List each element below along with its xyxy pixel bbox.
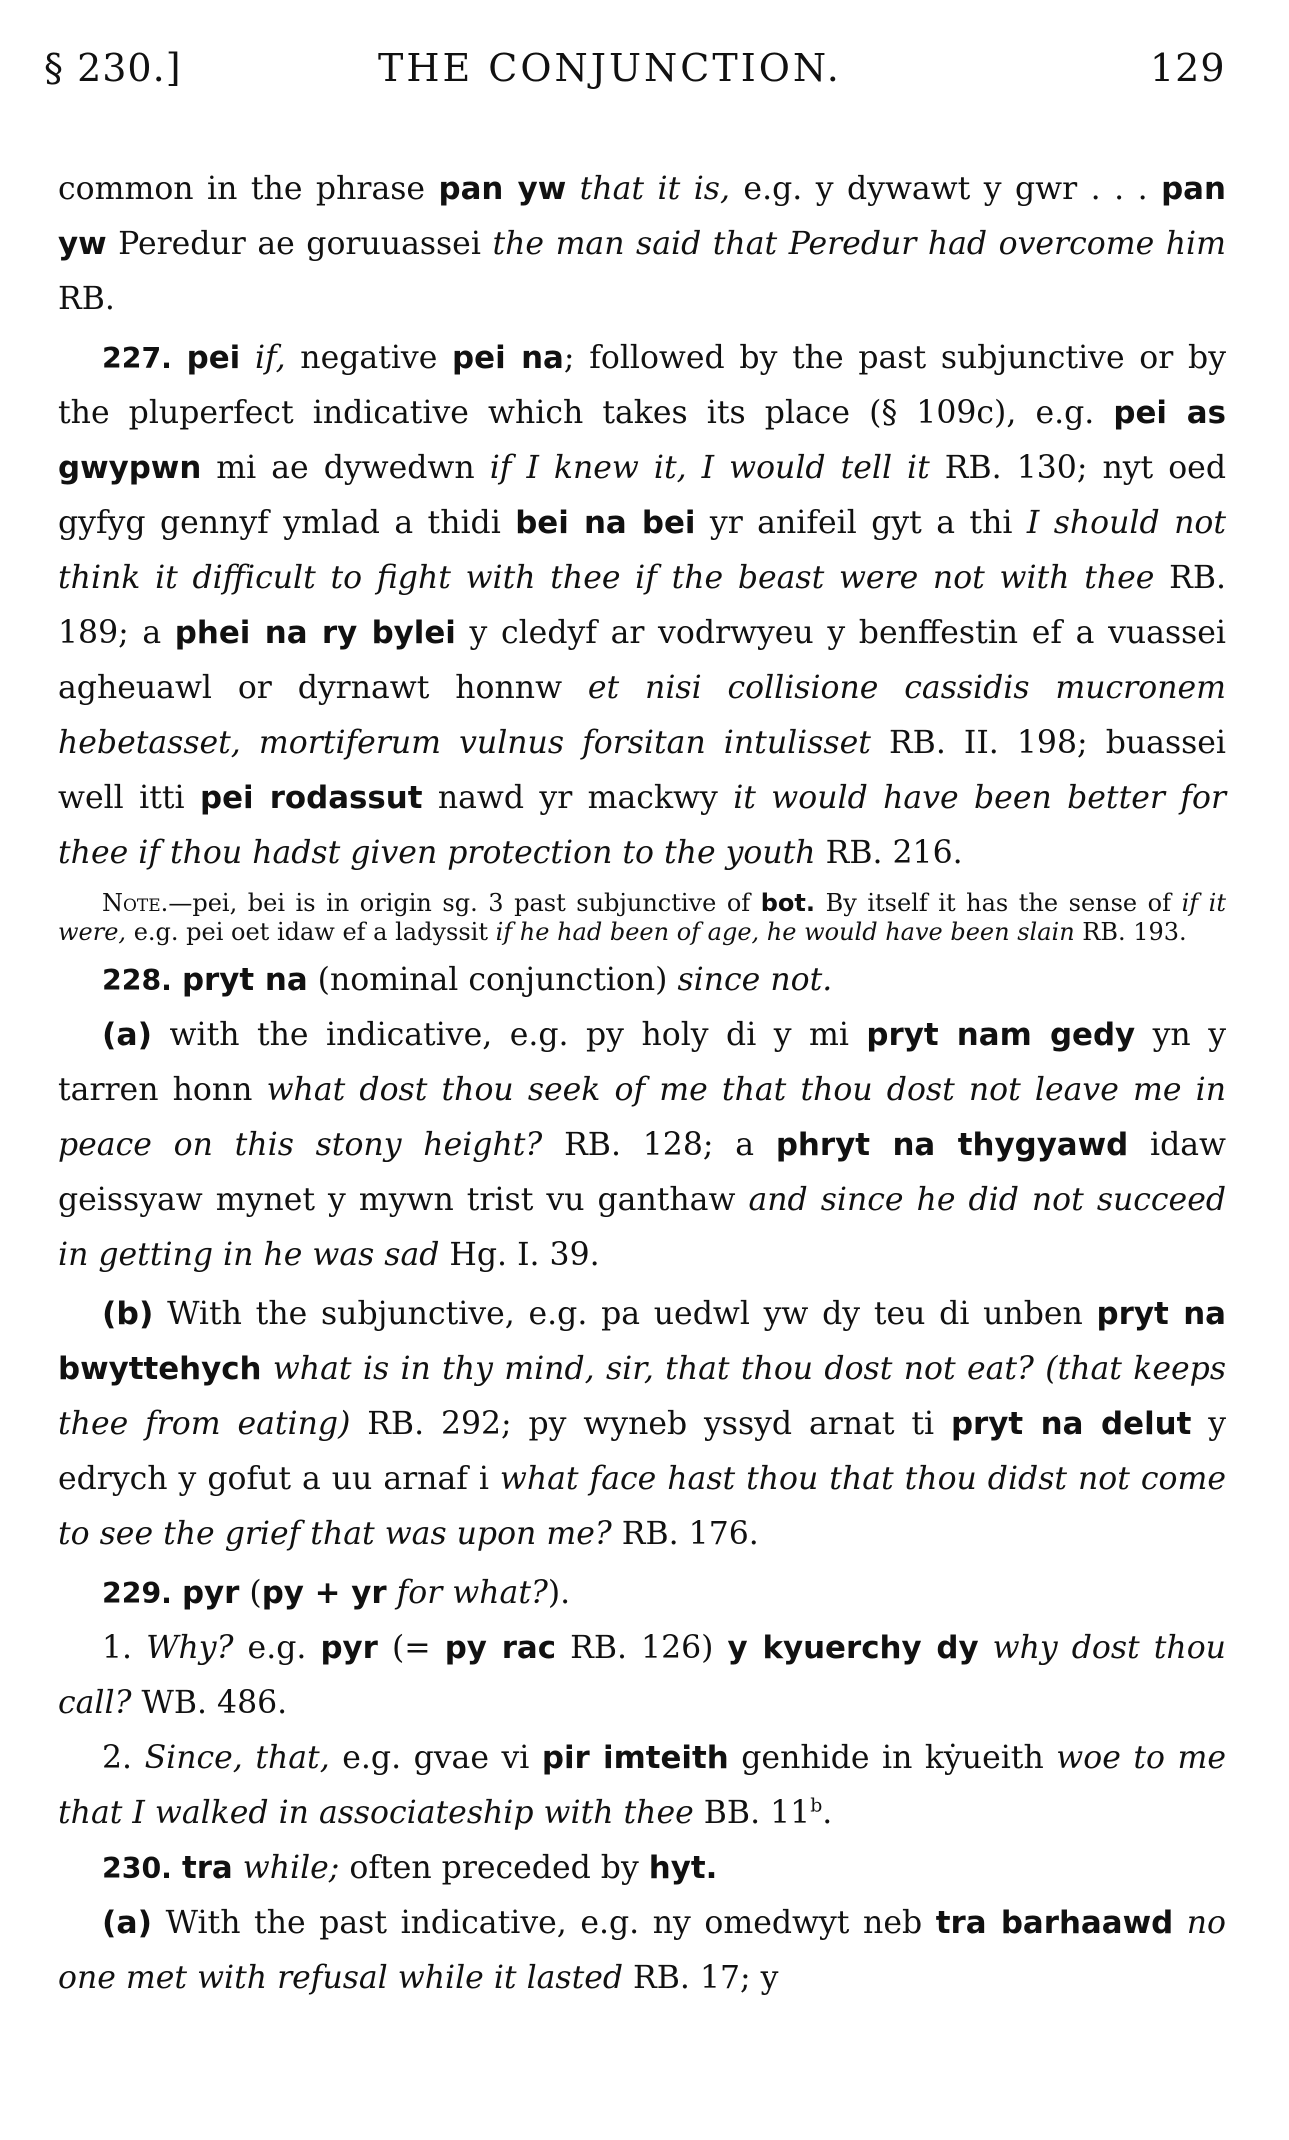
section-reference: § 230.]	[44, 46, 182, 90]
section-number: 228.	[102, 964, 172, 997]
paragraph-continued: common in the phrase pan yw that it is, e.g. y dywawt y gwr . . . pan yw Peredur ae goruuassei the man said that Peredur had overcome him RB.	[58, 171, 1226, 317]
section-number: 229.	[102, 1577, 172, 1610]
section-number: 227.	[102, 342, 172, 375]
chapter-title: THE CONJUNCTION.	[378, 46, 842, 90]
paragraph-229-2: 2. Since, that, e.g. gvae vi pir imteith genhide in kẏueith woe to me that I walked in associateship with thee BB. 11$^b$.	[58, 1740, 1227, 1831]
note-paragraph: Note.—pei, bei is in origin sg. 3 past subjunctive of bot. By itself it has the sense of if it were, e.g. pei oet idaw ef a ladyssit if he had been of age, he would have been slain RB. 193.	[58, 889, 1226, 946]
paragraph-227: 227. pei if, negative pei na; followed by the past subjunctive or by the pluperfect indicative which takes its place (§ 109c), e.g. pei as gwypwn mi ae dywedwn if I knew it, I would tell it RB. 130; nyt oed gyfyg gennyf ymlad a thidi bei na bei yr anifeil gyt a thi I should not think it difficult to fight with thee if the beast were not with thee RB. 189; a phei na ry bylei y cledyf ar vodrwyeu y benffestin ef a vuassei agheuawl or dyrnawt honnw et nisi collisione cassidis mucronem hebetasset, mortiferum vulnus forsitan intulisset RB. II. 198; buassei well itti pei rodassut nawd yr mackwy it would have been better for thee if thou hadst given protection to the youth RB. 216.	[58, 340, 1226, 871]
paragraph-228b: (b) With the subjunctive, e.g. pa uedwl yw dy teu di unben pryt na bwyttehych what is in thy mind, sir, that thou dost not eat? (that keeps thee from eating) RB. 292; py wyneb yssyd arnat ti pryt na delut y edrych y gofut a uu arnaf i what face hast thou that thou didst not come to see the grief that was upon me? RB. 176.	[58, 1296, 1227, 1552]
paragraph-230: 230. tra while; often preceded by hyt.	[102, 1850, 718, 1886]
paragraph-228a: (a) with the indicative, e.g. py holy di y mi pryt nam gedy yn y tarren honn what dost thou seek of me that thou dost not leave me in peace on this stony height? RB. 128; a phryt na thygyawd idaw geissyaw mynet y mywn trist vu ganthaw and since he did not succeed in getting in he was sad Hg. I. 39.	[58, 1017, 1226, 1273]
paragraph-228: 228. pryt na (nominal conjunction) since not.	[102, 962, 833, 998]
paragraph-229-1: 1. Why? e.g. pyr (= py rac RB. 126) y kyuerchy dy why dost thou call? WB. 486.	[58, 1630, 1226, 1721]
running-header	[0, 46, 1289, 106]
note-label: Note.	[102, 889, 169, 917]
paragraph-229: 229. pyr (py + yr for what?).	[102, 1575, 571, 1611]
page-body	[58, 162, 1226, 2006]
section-number: 230.	[102, 1852, 172, 1885]
paragraph-230a: (a) With the past indicative, e.g. ny omedwyt neb tra barhaawd no one met with refusal while it lasted RB. 17; y	[58, 1905, 1226, 1996]
page-number: 129	[1150, 46, 1226, 90]
